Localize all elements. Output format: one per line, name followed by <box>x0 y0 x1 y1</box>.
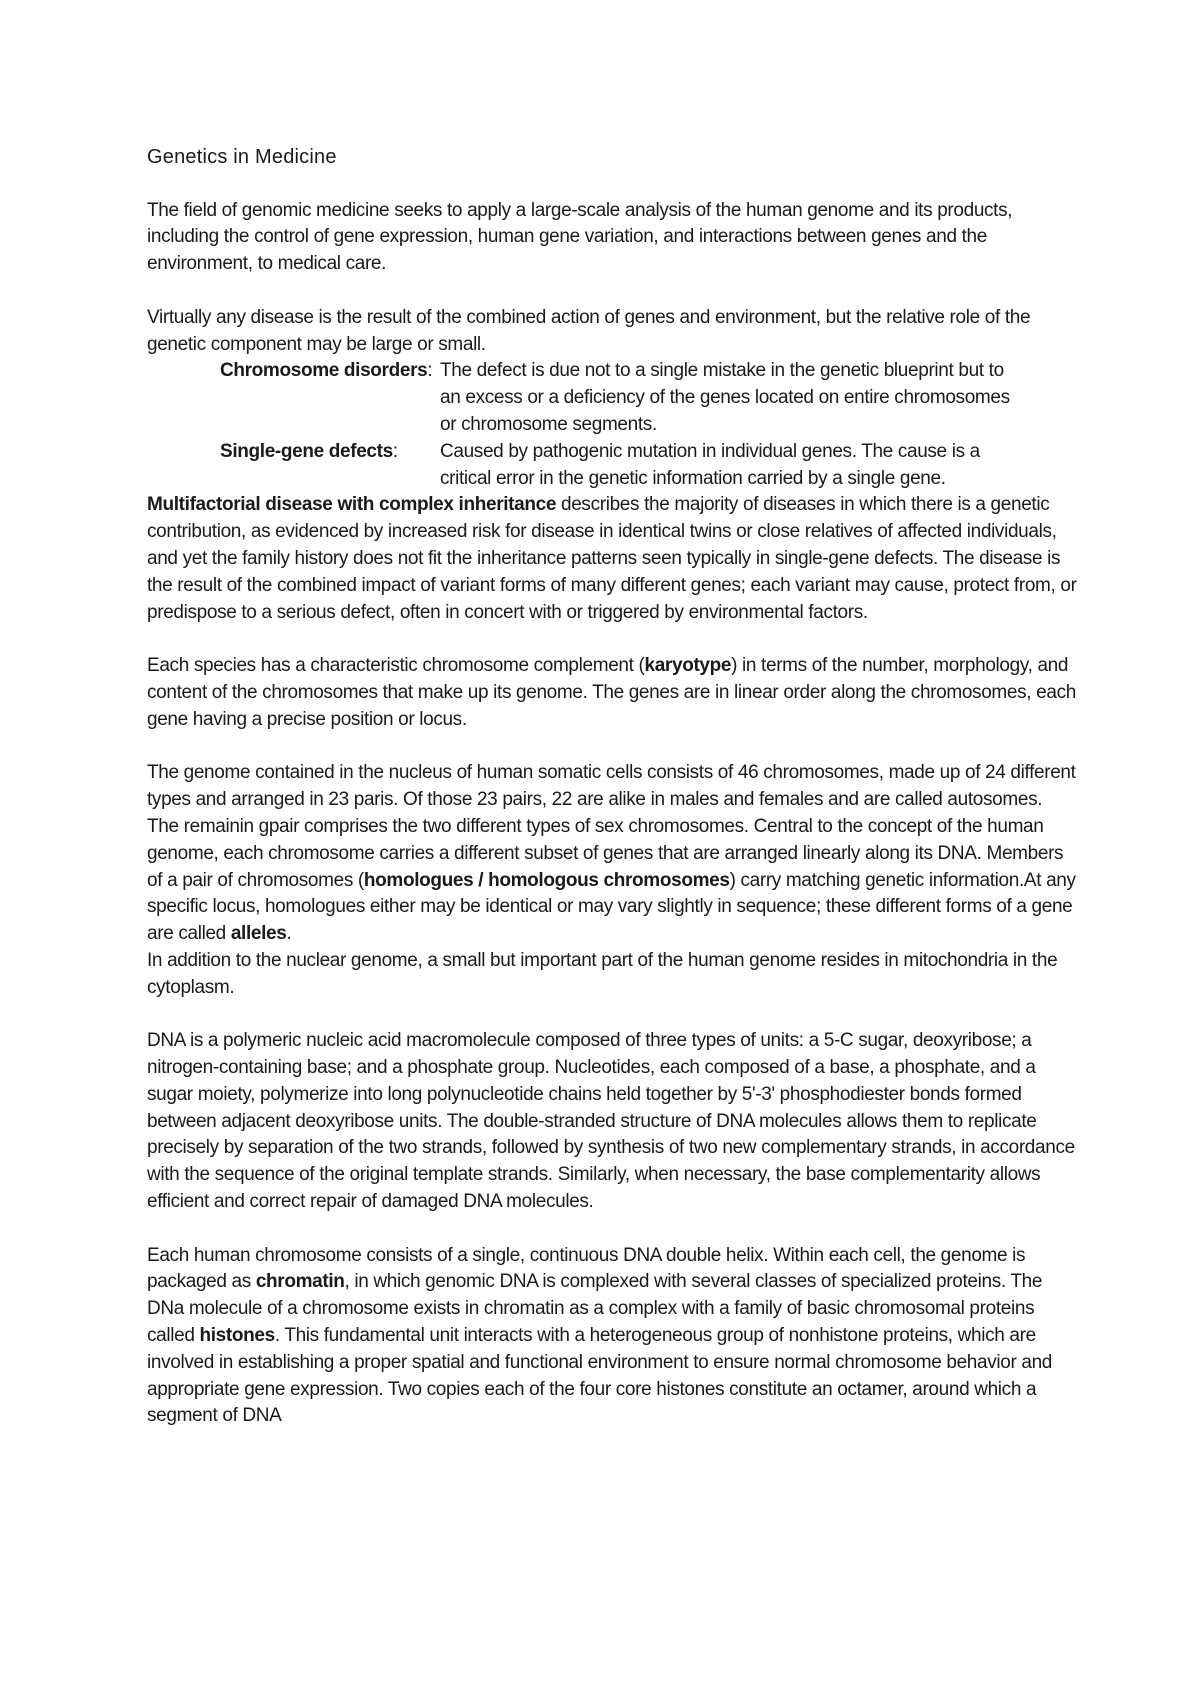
paragraph-text: . <box>286 923 292 945</box>
paragraph-human-genome <box>147 760 1077 948</box>
definition-term <box>147 358 440 438</box>
bold-term-alleles: alleles <box>230 923 287 945</box>
paragraph-text: Each human chromosome consists of a single, continuous DNA double helix. Within each cell, the genome is packaged as <box>147 1244 1026 1293</box>
document-body <box>147 144 1077 1430</box>
definition-term-label: Chromosome disorders <box>220 360 428 382</box>
bold-term-karyotype: karyotype <box>644 655 732 677</box>
paragraph-disease-causes: Virtually any disease is the result of the combined action of genes and environment, but the relative role of the genetic component may be large or small. <box>147 306 1031 355</box>
bold-term-chromatin: chromatin <box>255 1271 345 1293</box>
bold-term-homologues: homologues / homologous chromosomes <box>363 869 730 891</box>
paragraph-dna-structure: DNA is a polymeric nucleic acid macromolecule composed of three types of units: a 5-C sugar, deoxyribose; a nitrogen-containing base; and a phosphate group. Nucleotides, each composed of a base, a phosphate, and a sugar moiety, polymerize into long polynucleotide chains held together by 5'-3' phosphodiester bonds formed between adjacent deoxyribose units. The double-stranded structure of DNA molecules allows them to replicate precisely by separation of the two strands, followed by synthesis of two new complementary strands, in accordance with the sequence of the original template strands. Similarly, when necessary, the base complementarity allows efficient and correct repair of damaged DNA molecules. <box>147 1030 1075 1213</box>
definition-row-chromosome-disorders <box>147 358 1077 438</box>
paragraph-text: ) carry matching genetic information.At any specific locus, homologues either may be identical or may vary slightly in sequence; these different forms of a gene are called <box>147 869 1076 945</box>
bold-term-multifactorial: Multifactorial disease with complex inheritance <box>147 494 557 516</box>
paragraph-genomic-medicine: The field of genomic medicine seeks to apply a large-scale analysis of the human genome and its products, including the control of gene expression, human gene variation, and interactions between genes and the environment, to medical care. <box>147 199 1013 275</box>
paragraph-text: describes the majority of diseases in which there is a genetic contribution, as evidenced by increased risk for disease in identical twins or close relatives of affected individuals, and yet the family history does not fit the inheritance patterns seen typically in single-gene defects. The disease is the result of the combined impact of variant forms of many different genes; each variant may cause, protect from, or predispose to a serious defect, often in concert with or triggered by environmental factors. <box>147 494 1077 623</box>
definition-term-separator: : <box>392 440 398 462</box>
document-title: Genetics in Medicine <box>147 146 337 168</box>
paragraph-text: The genome contained in the nucleus of human somatic cells consists of 46 chromosomes, made up of 24 different types and arranged in 23 paris. Of those 23 pairs, 22 are alike in males and females and are called autosomes. The remainin gpair comprises the two different types of sex chromosomes. Central to the concept of the human genome, each chromosome carries a different subset of genes that are arranged linearly along its DNA. Members of a pair of chromosomes ( <box>147 762 1076 891</box>
definition-description: Caused by pathogenic mutation in individual genes. The cause is a critical error in the genetic information carried by a single gene. <box>440 440 980 489</box>
paragraph-chromatin <box>147 1243 1077 1431</box>
definition-term <box>147 439 440 493</box>
definition-description: The defect is due not to a single mistake in the genetic blueprint but to an excess or a deficiency of the genes located on entire chromosomes or chromosome segments. <box>440 360 1010 435</box>
paragraph-text: ) in terms of the number, morphology, and content of the chromosomes that make up its genome. The genes are in linear order along the chromosomes, each gene having a precise position or locus. <box>147 655 1076 730</box>
definition-term-separator: : <box>427 360 433 382</box>
definition-list <box>147 358 1077 492</box>
paragraph-text: . This fundamental unit interacts with a heterogeneous group of nonhistone proteins, which are involved in establishing a proper spatial and functional environment to ensure normal chromosome behavior and appropriate gene expression. Two copies each of the four core histones constitute an octamer, around which a segment of DNA <box>147 1325 1053 1427</box>
paragraph-multifactorial <box>147 492 1077 626</box>
paragraph-mitochondria: In addition to the nuclear genome, a small but important part of the human genome resides in mitochondria in the cytoplasm. <box>147 949 1058 998</box>
definition-term-label: Single-gene defects <box>220 440 393 462</box>
paragraph-text: Each species has a characteristic chromosome complement ( <box>147 655 645 677</box>
bold-term-histones: histones <box>199 1325 275 1347</box>
paragraph-karyotype <box>147 653 1077 733</box>
definition-row-single-gene-defects <box>147 439 1077 493</box>
paragraph-text: , in which genomic DNA is complexed with several classes of specialized proteins. The DNa molecule of a chromosome exists in chromatin as a complex with a family of basic chromosomal proteins called <box>147 1271 1043 1347</box>
